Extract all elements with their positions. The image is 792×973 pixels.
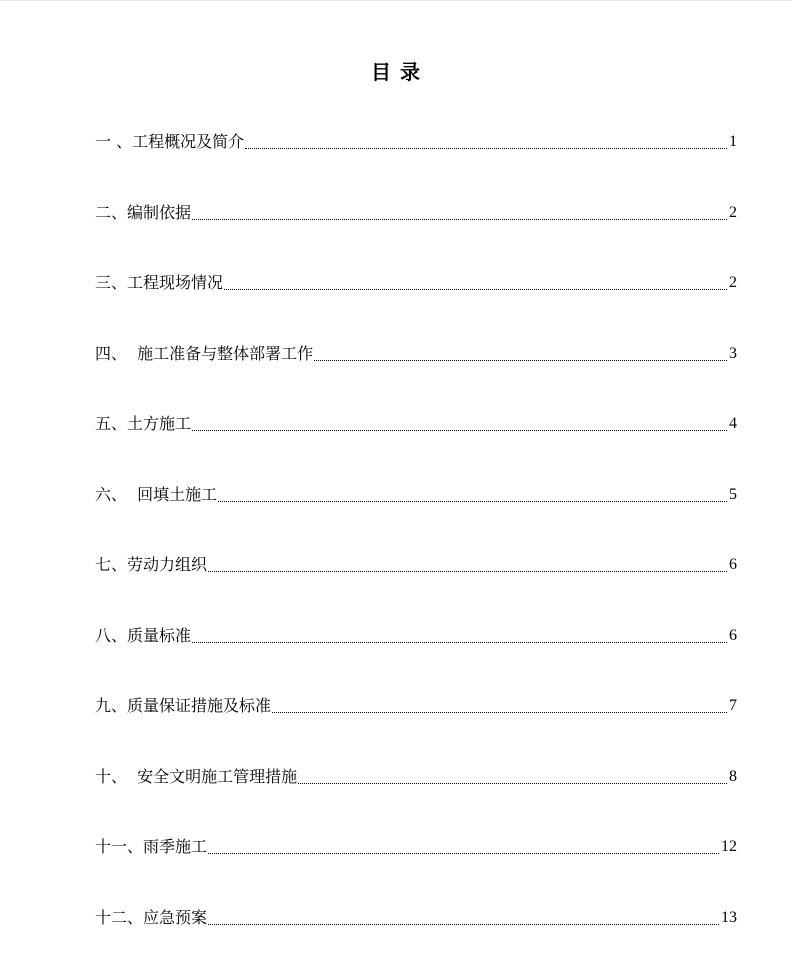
toc-entry[interactable] [95, 198, 737, 269]
toc-entry-text: 一 、工程概况及简介 [95, 127, 244, 157]
toc-page-number: 2 [729, 268, 737, 298]
toc-page-number: 6 [729, 550, 737, 580]
toc-dot-leader [191, 198, 729, 228]
toc-entry[interactable] [95, 832, 737, 903]
toc-entry-text: 十二、应急预案 [95, 903, 207, 933]
toc-entry[interactable] [95, 127, 737, 198]
toc-dot-leader [207, 832, 721, 862]
toc-page-number: 7 [729, 691, 737, 721]
toc-entry[interactable] [95, 550, 737, 621]
toc-dot-leader [244, 127, 729, 157]
toc-dot-leader [271, 691, 729, 721]
toc-entry-text: 六、 回填土施工 [95, 480, 217, 510]
toc-entry[interactable] [95, 268, 737, 339]
toc-entry-text: 十一、雨季施工 [95, 832, 207, 862]
toc-page-number: 13 [721, 903, 737, 933]
toc-entry-text: 三、工程现场情况 [95, 268, 223, 298]
toc-entry-text: 九、质量保证措施及标准 [95, 691, 271, 721]
toc-page-number: 2 [729, 198, 737, 228]
toc-dot-leader [207, 550, 729, 580]
toc-page-number: 4 [729, 409, 737, 439]
table-of-contents [95, 127, 737, 973]
page-top-border [0, 0, 792, 1]
toc-page-number: 3 [729, 339, 737, 369]
toc-page-number: 5 [729, 480, 737, 510]
toc-page-number: 12 [721, 832, 737, 862]
toc-entry[interactable] [95, 762, 737, 833]
toc-dot-leader [217, 480, 729, 510]
toc-dot-leader [297, 762, 729, 792]
toc-entry[interactable] [95, 691, 737, 762]
toc-entry-text: 五、土方施工 [95, 409, 191, 439]
toc-dot-leader [313, 339, 729, 369]
toc-dot-leader [191, 409, 729, 439]
toc-dot-leader [191, 621, 729, 651]
toc-entry[interactable] [95, 621, 737, 692]
toc-page-number: 1 [729, 127, 737, 157]
toc-dot-leader [223, 268, 729, 298]
toc-entry-text: 八、质量标准 [95, 621, 191, 651]
toc-entry[interactable] [95, 409, 737, 480]
toc-entry-text: 七、劳动力组织 [95, 550, 207, 580]
toc-page-number: 6 [729, 621, 737, 651]
toc-entry-text: 四、 施工准备与整体部署工作 [95, 339, 313, 369]
toc-entry[interactable] [95, 339, 737, 410]
toc-title: 目 录 [0, 57, 792, 87]
toc-entry-text: 十、 安全文明施工管理措施 [95, 762, 297, 792]
toc-dot-leader [207, 903, 721, 933]
toc-page-number: 8 [729, 762, 737, 792]
toc-entry[interactable] [95, 480, 737, 551]
toc-entry-text: 二、编制依据 [95, 198, 191, 228]
